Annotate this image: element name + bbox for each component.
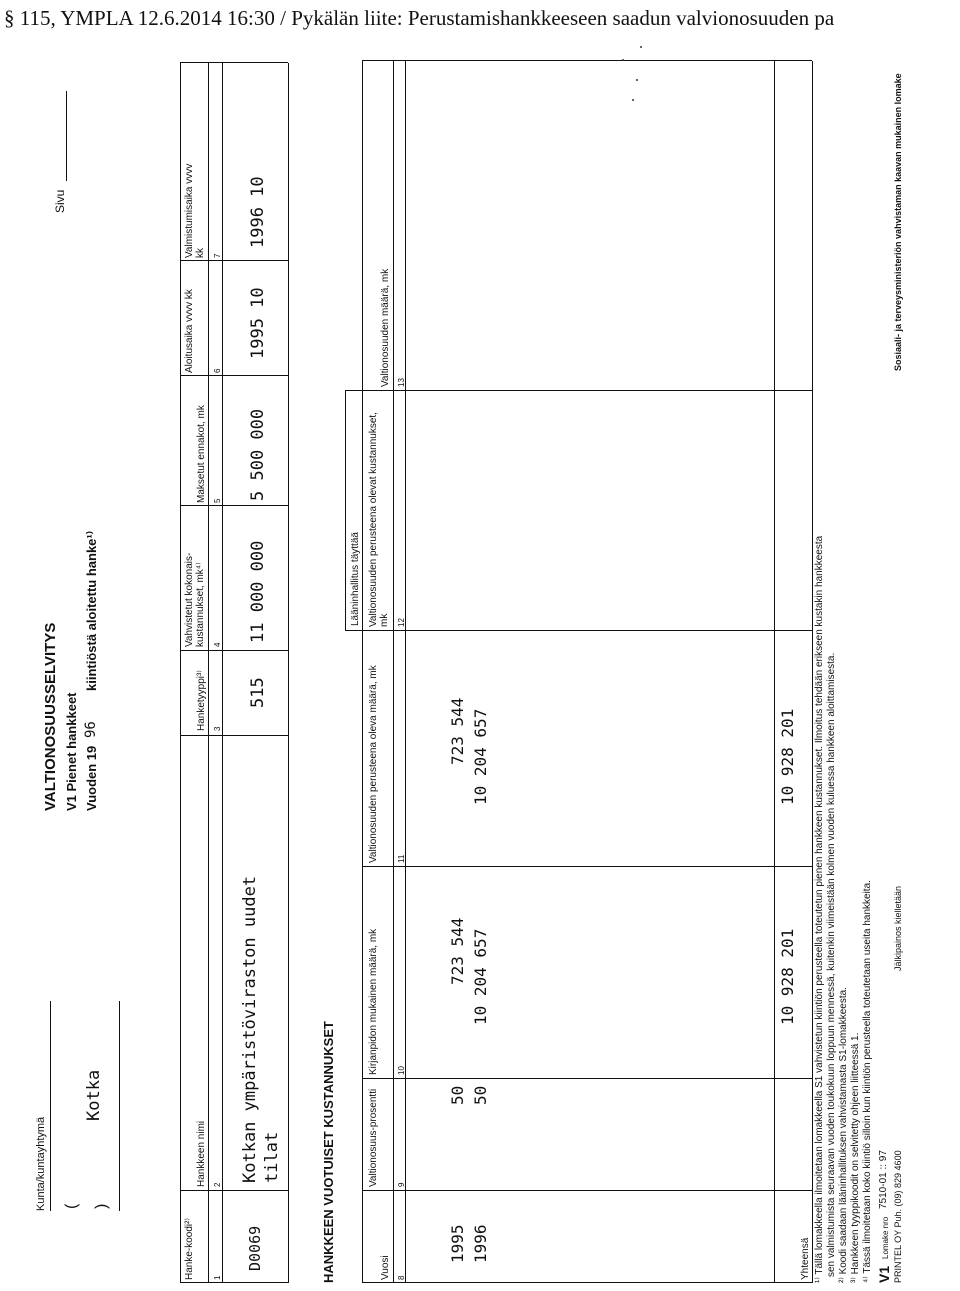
annual-table-divider bbox=[345, 630, 812, 631]
annual-header-year: Vuosi bbox=[380, 1255, 391, 1280]
annual-header-percent: Valtionosuus-prosentti bbox=[368, 1088, 379, 1187]
project-name-line1: Kotkan ympäristöviraston uudet bbox=[240, 875, 260, 1183]
annual-row-basis: 10 204 657 bbox=[471, 708, 490, 805]
scan-speck bbox=[632, 99, 634, 101]
page-header: § 115, YMPLA 12.6.2014 16:30 / Pykälän liite: Perustamishankkeeseen saadun valvionosuuden pa bbox=[4, 6, 835, 30]
annual-row-year: 1996 bbox=[471, 1224, 490, 1263]
footnote: ³⁾ Hankkeen tyyppikoodit on selvitetty ohjeen liitteessä 1. bbox=[850, 1032, 861, 1283]
year-prefix: Vuoden 19 bbox=[84, 745, 99, 811]
annual-table-divider bbox=[362, 866, 812, 867]
annual-table-line bbox=[345, 391, 346, 631]
lh-label: Lääninhallitus täyttää bbox=[350, 532, 361, 626]
reprint-notice: Jälkipainos kielletään bbox=[893, 885, 903, 971]
annual-header-amount: Valtionosuuden määrä, mk bbox=[380, 268, 391, 387]
footnote: sen valmistumista seuraavan vuoden toukokuun loppuun mennessä, kuitenkin viimeistään kolmen vuoden kuluessa hankkeen aloittamisesta. bbox=[826, 652, 837, 1277]
annual-table-line bbox=[362, 61, 363, 1283]
form-title: VALTIONOSUUSSELVITYS bbox=[42, 622, 59, 811]
annual-table-divider bbox=[362, 1078, 812, 1079]
project-total-cost: 11 000 000 bbox=[248, 540, 268, 643]
form-code: V1 bbox=[876, 1265, 892, 1283]
annual-col-number: 9 bbox=[397, 1182, 406, 1187]
annual-col-number: 8 bbox=[397, 1275, 406, 1280]
top-table-divider bbox=[180, 62, 288, 63]
page-label: Sivu bbox=[53, 189, 67, 213]
annual-row-percent: 50 bbox=[448, 1085, 467, 1105]
annual-title: HANKKEEN VUOTUISET KUSTANNUKSET bbox=[321, 1021, 336, 1283]
top-col-number: 1 bbox=[213, 1275, 222, 1280]
top-table-line bbox=[288, 63, 289, 1283]
top-header-advances: Maksetut ennakot, mk bbox=[196, 405, 207, 503]
printer: PRINTEL OY Puh. (09) 829 4600 bbox=[893, 1150, 903, 1283]
total-basis: 10 928 201 bbox=[778, 708, 797, 805]
top-table-divider bbox=[180, 650, 288, 651]
annual-col-number: 12 bbox=[397, 618, 406, 627]
annual-table-divider bbox=[362, 1282, 812, 1283]
kunta-bottom-line bbox=[119, 1001, 120, 1211]
top-header-name: Hankkeen nimi bbox=[196, 1120, 207, 1187]
project-type: 515 bbox=[248, 677, 268, 708]
annual-col-number: 11 bbox=[397, 854, 406, 863]
form-subtitle: V1 Pienet hankkeet bbox=[64, 692, 79, 811]
annual-header-ledger: Kirjanpidon mukainen määrä, mk bbox=[368, 928, 379, 1075]
kunta-top-line bbox=[50, 1001, 51, 1211]
top-table-divider bbox=[180, 1190, 288, 1191]
kunta-prefix: ( bbox=[63, 1203, 80, 1209]
top-col-number: 6 bbox=[213, 368, 222, 373]
top-col-number: 7 bbox=[213, 253, 222, 258]
total-row-top-line bbox=[774, 61, 775, 1283]
scan-speck bbox=[636, 79, 638, 81]
top-col-number: 3 bbox=[213, 726, 222, 731]
project-start: 1995 10 bbox=[248, 287, 268, 359]
project-advances: 5 500 000 bbox=[248, 408, 268, 501]
annual-table-divider bbox=[362, 1190, 812, 1191]
year-suffix: kiintiöstä aloitettu hanke¹⁾ bbox=[84, 531, 99, 691]
top-col-number: 4 bbox=[213, 642, 222, 647]
top-header-total: Vahvistetut kokonais-kustannukset, mk⁴⁾ bbox=[184, 552, 206, 647]
rotated-form bbox=[0, 41, 958, 1291]
scan-speck bbox=[622, 59, 624, 61]
annual-col-number: 13 bbox=[397, 378, 406, 387]
footnote: ⁴⁾ Tässä ilmoitetaan koko kiintiö silloin kun kiintiön perusteella toteutetaan useita hankkeita. bbox=[862, 880, 873, 1283]
annual-header-basis: Valtionosuuden perusteena oleva määrä, mk bbox=[368, 665, 379, 863]
top-table-divider bbox=[180, 260, 288, 261]
top-header-start: Aloitusaika vvvv kk bbox=[184, 289, 195, 373]
annual-row-ledger: 10 204 657 bbox=[471, 928, 490, 1025]
annual-table-divider bbox=[345, 390, 812, 391]
top-table-divider bbox=[180, 505, 288, 506]
top-table-line bbox=[208, 63, 209, 1283]
top-col-number: 2 bbox=[213, 1182, 222, 1187]
top-header-type: Hanketyyppi³⁾ bbox=[196, 670, 207, 731]
annual-row-ledger: 723 544 bbox=[448, 917, 467, 985]
annual-row-percent: 50 bbox=[471, 1085, 490, 1105]
form-no-label: Lomake nro bbox=[881, 1216, 890, 1259]
kunta-suffix: ) bbox=[93, 1203, 110, 1209]
annual-table-line bbox=[393, 61, 394, 1283]
top-table-line bbox=[222, 63, 223, 1283]
annual-table-line bbox=[405, 61, 406, 1283]
top-table-divider bbox=[180, 1282, 288, 1283]
annual-row-year: 1995 bbox=[448, 1224, 467, 1263]
top-col-number: 5 bbox=[213, 498, 222, 503]
annual-table-divider bbox=[362, 60, 812, 61]
top-table-divider bbox=[180, 735, 288, 736]
annual-col-number: 10 bbox=[397, 1066, 406, 1075]
top-header-end: Valmistumisaika vvvv kk bbox=[184, 163, 206, 258]
annual-row-basis: 723 544 bbox=[448, 697, 467, 765]
project-end: 1996 10 bbox=[248, 176, 268, 248]
form-no: 7510-01 :: 97 bbox=[878, 1150, 889, 1209]
total-label: Yhteensä bbox=[800, 1237, 811, 1280]
total-ledger: 10 928 201 bbox=[778, 928, 797, 1025]
project-name-line2: tilat bbox=[262, 1131, 282, 1183]
top-table-divider bbox=[180, 375, 288, 376]
ministry-note: Sosiaali- ja terveysministeriön vahvistaman kaavan mukainen lomake bbox=[893, 73, 903, 371]
project-code: D0069 bbox=[246, 1225, 264, 1271]
annual-header-basis-costs: Valtionosuuden perusteena olevat kustannukset, mk bbox=[368, 412, 390, 627]
kunta-label: Kunta/kuntayhtymä bbox=[35, 1116, 47, 1211]
page-line bbox=[66, 91, 67, 181]
top-table-line bbox=[180, 63, 181, 1283]
total-row-bottom-line bbox=[812, 61, 813, 1283]
footnote: ²⁾ Koodi saadaan lääninhallituksen vahvistamasta S1-lomakkeesta. bbox=[838, 987, 849, 1283]
year-value: 96 bbox=[83, 721, 99, 738]
kunta-value: Kotka bbox=[84, 1069, 104, 1121]
top-header-code: Hanke-koodi²⁾ bbox=[184, 1218, 195, 1280]
footnote: ¹⁾ Tällä lomakkeella ilmoitetaan lomakkeella S1 vahvistetun kiintiön perusteella toteutetun pienen hankkeen kustannukset. Ilmoitus tehdään erikseen kustakin hankkeesta bbox=[814, 535, 825, 1283]
scan-speck bbox=[640, 46, 642, 48]
